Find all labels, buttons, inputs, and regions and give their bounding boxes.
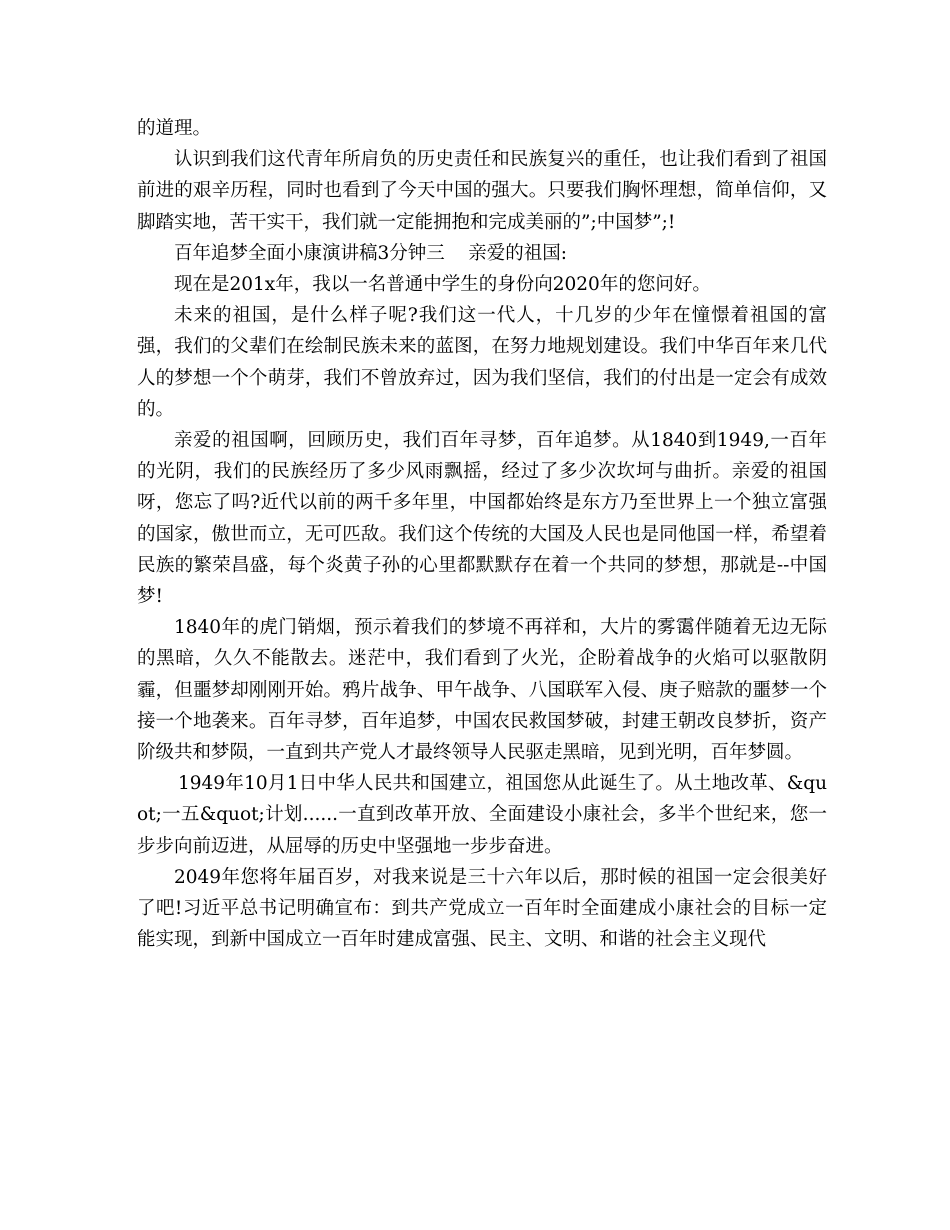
paragraph-4: 未来的祖国，是什么样子呢?我们这一代人，十几岁的少年在憧憬着祖国的富强，我们的父辈们在绘制民族未来的蓝图，在努力地规划建设。我们中华百年来几代人的梦想一个个萌芽，我们不曾放弃过，因为我们坚信，我们的付出是一定会有成效的。 bbox=[137, 305, 827, 420]
paragraph-1: 认识到我们这代青年所肩负的历史责任和民族复兴的重任，也让我们看到了祖国前进的艰辛历程，同时也看到了今天中国的强大。只要我们胸怀理想，简单信仰，又脚踏实地，苦干实干，我们就一定能拥抱和完成美丽的”;中国梦”;! bbox=[137, 149, 827, 233]
paragraph-6: 1840年的虎门销烟，预示着我们的梦境不再祥和，大片的雾霭伴随着无边无际的黑暗，久久不能散去。迷茫中，我们看到了火光，企盼着战争的火焰可以驱散阴霾，但噩梦却刚刚开始。鸦片战争、甲午战争、八国联军入侵、庚子赔款的噩梦一个接一个地袭来。百年寻梦，百年追梦，中国农民救国梦破，封建王朝改良梦折，资产阶级共和梦陨，一直到共产党人才最终领导人民驱走黑暗，见到光明，百年梦圆。 bbox=[137, 617, 827, 764]
paragraph-0: 的道理。 bbox=[137, 118, 212, 139]
paragraph-3: 现在是201x年，我以一名普通中学生的身份向2020年的您问好。 bbox=[174, 274, 711, 296]
document-page bbox=[137, 113, 827, 955]
paragraph-5: 亲爱的祖国啊，回顾历史，我们百年寻梦，百年追梦。从1840到1949,一百年的光阴，我们的民族经历了多少风雨飘摇，经过了多少次坎坷与曲折。亲爱的祖国呀，您忘了吗?近代以前的两千多年里，中国都始终是东方乃至世界上一个独立富强的国家，傲世而立，无可匹敌。我们这个传统的大国及人民也是同他国一样，希望着民族的繁荣昌盛，每个炎黄子孙的心里都默默存在着一个共同的梦想，那就是--中国梦! bbox=[137, 430, 827, 608]
speech-title-line: 百年追梦全面小康演讲稿3分钟三 亲爱的祖国: bbox=[174, 242, 568, 264]
paragraph-7: 1949年10月1日中华人民共和国建立，祖国您从此诞生了。从土地改革、&quot;一五&quot;计划......一直到改革开放、全面建设小康社会，多半个世纪来，您一步步向前迈进，从屈辱的历史中坚强地一步步奋进。 bbox=[137, 773, 827, 857]
paragraph-8: 2049年您将年届百岁，对我来说是三十六年以后，那时候的祖国一定会很美好了吧!习近平总书记明确宣布：到共产党成立一百年时全面建成小康社会的目标一定能实现，到新中国成立一百年时建成富强、民主、文明、和谐的社会主义现代 bbox=[137, 866, 827, 951]
